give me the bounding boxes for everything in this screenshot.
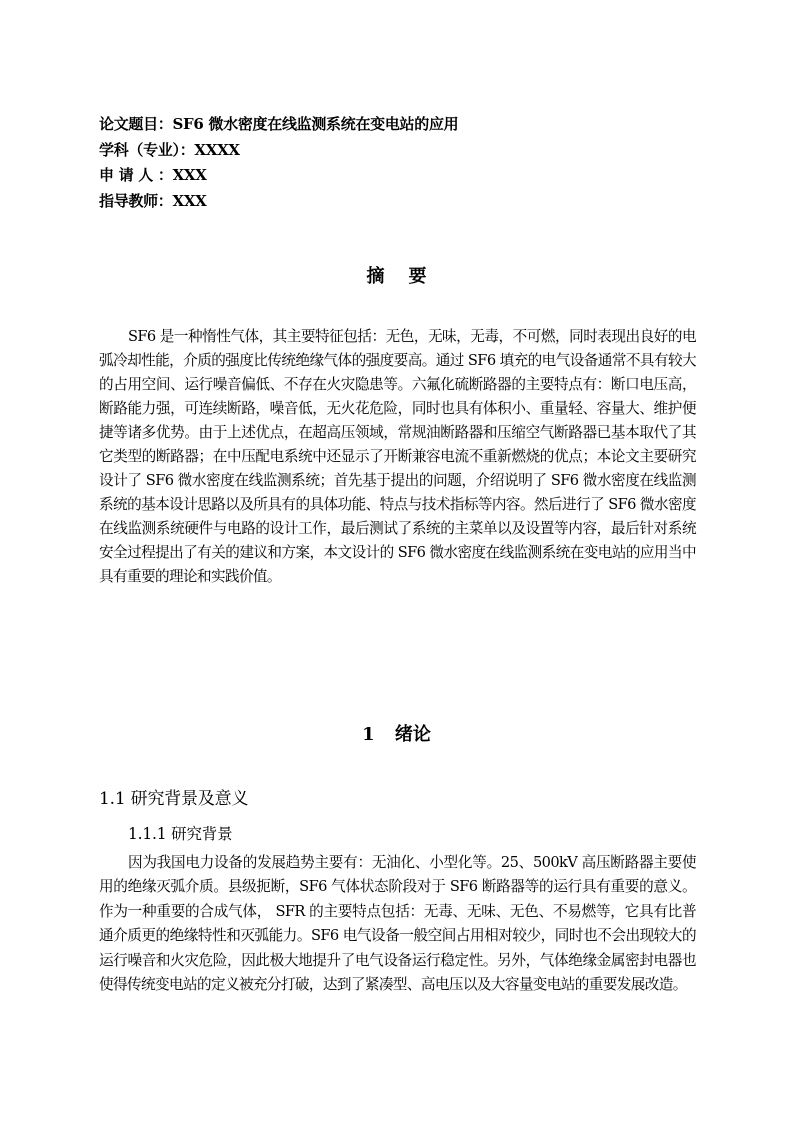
- abstract-heading: 摘要: [366, 266, 451, 287]
- advisor-line: 指导教师：XXX: [99, 191, 207, 210]
- applicant-line: 申 请 人 ：XXX: [99, 166, 207, 184]
- thesis-title: 论文题目：SF6 微水密度在线监测系统在变电站的应用: [99, 115, 459, 133]
- abstract-paragraph: SF6 是一种惰性气体，其主要特征包括：无色，无味，无毒，不可燃，同时表现出良好的电弧冷却性能，介质的强度比传统绝缘气体的强度要高。通过 SF6 填充的电气设备通常不具有较大的占用空间、运行噪音偏低、不存在火灾隐患等。六氟化硫断路器的主要特点有：断口电压高，断路能力强，可连续断路，噪音低，无火花危险，同时也具有体积小、重量轻、容量大、维护便捷等诸多优势。由于上述优点，在超高压领域，常规油断路器和压缩空气断路器已基本取代了其它类型的断路器；在中压配电系统中还显示了开断兼容电流不重新燃烧的优点；本论文主要研究设计了 SF6 微水密度在线监测系统；首先基于提出的问题，介绍说明了 SF6 微水密度在线监测系统的基本设计思路以及所具有的具体功能、特点与技术指标等内容。然后进行了 SF6 微水密度在线监测系统硬件与电路的设计工作，最后测试了系统的主菜单以及设置等内容，最后针对系统安全过程提出了有关的建议和方案，本文设计的 SF6 微水密度在线监测系统在变电站的应用当中具有重要的理论和实践价值。: [99, 328, 696, 585]
- chapter-heading: 1 绪论: [362, 724, 431, 745]
- subject-line: 学科（专业）：XXXX: [99, 140, 240, 159]
- section-heading: 1.1 研究背景及意义: [99, 789, 249, 809]
- subsection-heading: 1.1.1 研究背景: [128, 825, 233, 843]
- thesis-header: [99, 112, 719, 214]
- background-paragraph: 因为我国电力设备的发展趋势主要有：无油化、小型化等。25、500kV 高压断路器主要使用的绝缘灭弧介质。县级扼断，SF6 气体状态阶段对于 SF6 断路器等的运行具有重要的意义。作为一种重要的合成气体， SFR 的主要特点包括：无毒、无味、无色、不易燃等，它具有比普通介质更的绝缘特性和灭弧能力。SF6 电气设备一般空间占用相对较少，同时也不会出现较大的运行噪音和火灾危险，因此极大地提升了电气设备运行稳定性。另外，气体绝缘金属密封电器也使得传统变电站的定义被充分打破，达到了紧凑型、高电压以及大容量变电站的重要发展改造。: [99, 854, 696, 994]
